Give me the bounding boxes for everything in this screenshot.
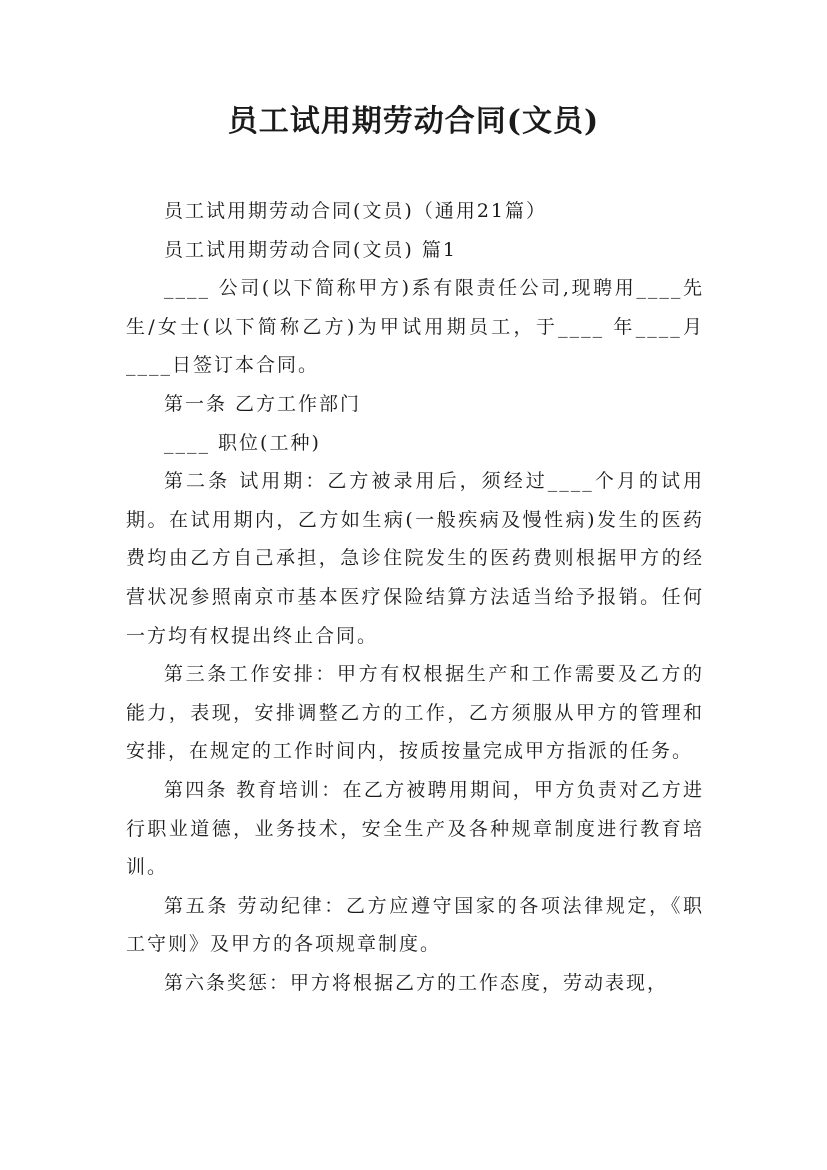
paragraph-section-heading: 员工试用期劳动合同(文员) 篇1	[164, 238, 457, 261]
paragraph-article-4: 第四条 教育培训：在乙方被聘用期间，甲方负责对乙方进行职业道德，业务技术，安全生产及各种规章制度进行教育培训。	[126, 778, 704, 879]
paragraph-article-1: 第一条 乙方工作部门	[164, 392, 362, 415]
paragraph-position: ____ 职位(工种)	[164, 431, 321, 454]
paragraph-article-6: 第六条奖惩：甲方将根据乙方的工作态度，劳动表现，	[164, 971, 669, 994]
paragraph-article-2: 第二条 试用期：乙方被录用后，须经过____个月的试用期。在试用期内，乙方如生病(一般疾病及慢性病)发生的医药费均由乙方自己承担，急诊住院发生的医药费则根据甲方的经营状况参照南京市基本医疗保险结算方法适当给予报销。任何一方均有权提出终止合同。	[126, 470, 704, 647]
document-body	[126, 192, 704, 1002]
paragraph-subtitle: 员工试用期劳动合同(文员)（通用21篇）	[164, 200, 548, 222]
paragraph-article-5: 第五条 劳动纪律：乙方应遵守国家的各项法律规定，《职工守则》及甲方的各项规章制度。	[126, 894, 704, 956]
paragraph-article-3: 第三条工作安排：甲方有权根据生产和工作需要及乙方的能力，表现，安排调整乙方的工作，乙方须服从甲方的管理和安排，在规定的工作时间内，按质按量完成甲方指派的任务。	[126, 663, 704, 763]
paragraph-intro: ____ 公司(以下简称甲方)系有限责任公司,现聘用____先生/女士(以下简称乙方)为甲试用期员工，于____ 年____月____日签订本合同。	[126, 277, 704, 377]
document-title: 员工试用期劳动合同(文员)	[227, 104, 600, 139]
